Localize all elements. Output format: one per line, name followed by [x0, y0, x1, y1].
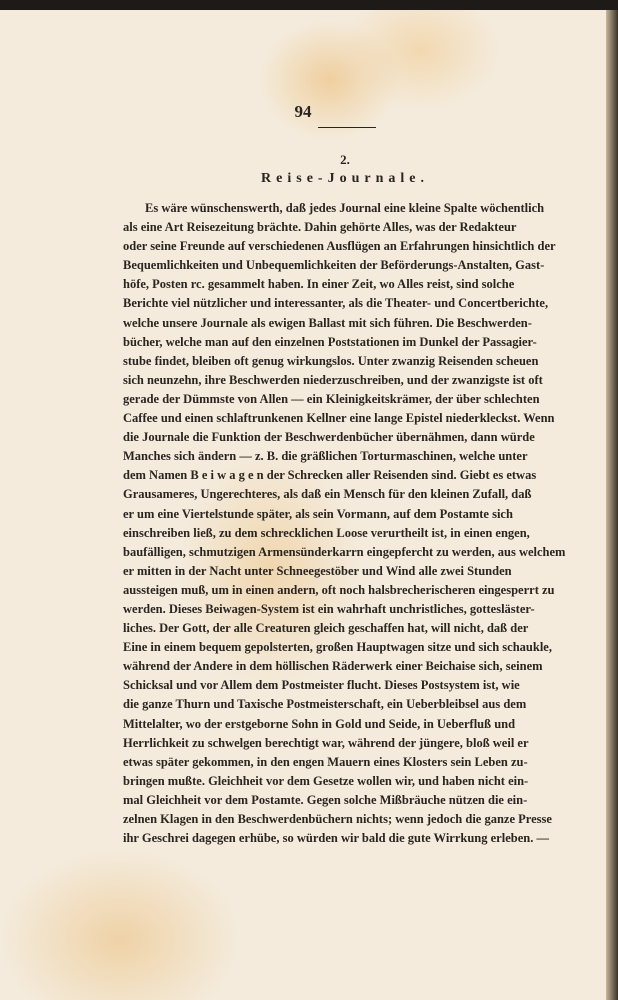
- text-line-row: [123, 791, 567, 810]
- text-line-row: [123, 237, 567, 256]
- text-line: er mitten in der Nacht unter Schneegestöber und Wind alle zwei Stunden: [123, 563, 512, 578]
- text-line-row: [123, 485, 567, 504]
- text-line: Herrlichkeit zu schwelgen berechtigt war, während der jüngere, bloß weil er: [123, 735, 529, 750]
- text-line-row: [123, 810, 567, 829]
- text-line-row: [123, 734, 567, 753]
- text-line: baufälligen, schmutzigen Armensünderkarrn eingepfercht zu werden, aus welchem: [123, 544, 566, 559]
- text-line-row: [123, 275, 567, 294]
- text-line: bringen mußte. Gleichheit vor dem Gesetze wollen wir, und haben nicht ein-: [123, 773, 529, 788]
- section-number: 2.: [340, 152, 350, 167]
- text-line: Schicksal und vor Allem dem Postmeister flucht. Dieses Postsystem ist, wie: [123, 678, 520, 693]
- text-line: aussteigen muß, um in einen andern, oft noch halsbrecherischeren eingesperrt zu: [123, 582, 555, 597]
- text-line-row: [123, 562, 567, 581]
- text-line: dem Namen B e i w a g e n der Schrecken aller Reisenden sind. Giebt es etwas: [123, 468, 537, 483]
- text-line: Mittelalter, wo der erstgeborne Sohn in Gold und Seide, in Ueberfluß und: [123, 716, 516, 731]
- text-line-row: [123, 619, 567, 638]
- text-line-row: [123, 505, 567, 524]
- text-line: Caffee und einen schlaftrunkenen Kellner eine lange Epistel niederkleckst. Wenn: [123, 411, 555, 426]
- text-line: Es wäre wünschenswerth, daß jedes Journal eine kleine Spalte wöchentlich: [145, 201, 545, 215]
- section-title: Reise-Journale.: [261, 171, 429, 186]
- text-line: stube findet, bleiben oft genug wirkungslos. Unter zwanzig Reisenden scheuen: [123, 353, 539, 368]
- text-line-row: [123, 409, 567, 428]
- text-line: bücher, welche man auf den einzelnen Poststationen im Dunkel der Passagier-: [123, 334, 537, 349]
- text-line-row: [123, 524, 567, 543]
- text-line-row: [123, 333, 567, 352]
- text-line-row: [123, 772, 567, 791]
- text-line-row: [123, 218, 567, 237]
- text-line-row: [123, 294, 567, 313]
- text-line: oder seine Freunde auf verschiedenen Ausflügen an Erfahrungen hinsichtlich der: [123, 239, 556, 254]
- text-line: zelnen Klagen in den Beschwerdenbüchern nichts; wenn jedoch die ganze Presse: [123, 812, 552, 826]
- text-line: höfe, Posten rc. gesammelt haben. In einer Zeit, wo Alles reist, sind solche: [123, 277, 515, 292]
- text-line-row: [123, 447, 567, 466]
- text-line-row: [123, 352, 567, 371]
- text-line: während der Andere in dem höllischen Räderwerk einer Beichaise sich, seinem: [123, 659, 543, 674]
- text-line: Eine in einem bequem gepolsterten, großen Hauptwagen sitze und sich schaukle,: [123, 640, 552, 655]
- text-line: ihr Geschrei dagegen erhübe, so würden wir bald die gute Wirrkung erleben. —: [123, 831, 549, 846]
- text-line-row: [123, 371, 567, 390]
- text-line-row: [123, 695, 567, 714]
- text-line-row: [123, 466, 567, 485]
- text-line: als eine Art Reisezeitung brächte. Dahin gehörte Alles, was der Redakteur: [123, 220, 517, 235]
- text-line-row: [123, 543, 567, 562]
- text-line-row: [123, 199, 567, 218]
- text-line: sich neunzehn, ihre Beschwerden niederzuschreiben, und der zwanzigste ist oft: [123, 372, 543, 387]
- text-line-row: [123, 676, 567, 695]
- text-line-row: [123, 829, 567, 848]
- page-number: 94: [294, 102, 312, 121]
- text-line: er um eine Viertelstunde später, als sein Vormann, auf dem Postamte sich: [123, 506, 513, 521]
- text-line: einschreiben ließ, zu dem schrecklichen Loose verurtheilt ist, in einen engen,: [123, 525, 530, 540]
- text-line: liches. Der Gott, der alle Creaturen gleich geschaffen hat, will nicht, daß der: [123, 621, 529, 636]
- header-rule: [318, 127, 376, 128]
- text-line: die ganze Thurn und Taxische Postmeisterschaft, ein Ueberbleibsel aus dem: [123, 697, 527, 712]
- text-line-row: [123, 638, 567, 657]
- text-line-row: [123, 314, 567, 333]
- text-line: Bequemlichkeiten und Unbequemlichkeiten der Beförderungs-Anstalten, Gast-: [123, 258, 545, 273]
- text-line-row: [123, 428, 567, 447]
- text-line: Berichte viel nützlicher und interessanter, als die Theater- und Concertberichte,: [123, 296, 549, 311]
- text-line-row: [123, 600, 567, 619]
- text-line: etwas später gekommen, in den engen Mauern eines Klosters sein Leben zu-: [123, 754, 528, 769]
- text-line: Manches sich ändern — z. B. die gräßlichen Torturmaschinen, welche unter: [123, 449, 528, 464]
- text-line: die Journale die Funktion der Beschwerdenbücher übernähmen, dann würde: [123, 430, 535, 445]
- text-line-row: [123, 390, 567, 409]
- text-line-row: [123, 657, 567, 676]
- text-line-row: [123, 715, 567, 734]
- text-line: gerade der Dümmste von Allen — ein Kleinigkeitskrämer, der über schlechten: [123, 391, 540, 406]
- text-line: mal Gleichheit vor dem Postamte. Gegen solche Mißbräuche nützen die ein-: [123, 792, 528, 807]
- text-line-row: [123, 581, 567, 600]
- text-line-row: [123, 256, 567, 275]
- body-text: [123, 199, 567, 848]
- text-line: Grausameres, Ungerechteres, als daß ein Mensch für den kleinen Zufall, daß: [123, 487, 532, 502]
- text-line-row: [123, 753, 567, 772]
- text-line: werden. Dieses Beiwagen-System ist ein wahrhaft unchristliches, gottesläster-: [123, 601, 535, 616]
- text-line: welche unsere Journale als ewigen Ballast mit sich führen. Die Beschwerden-: [123, 315, 532, 330]
